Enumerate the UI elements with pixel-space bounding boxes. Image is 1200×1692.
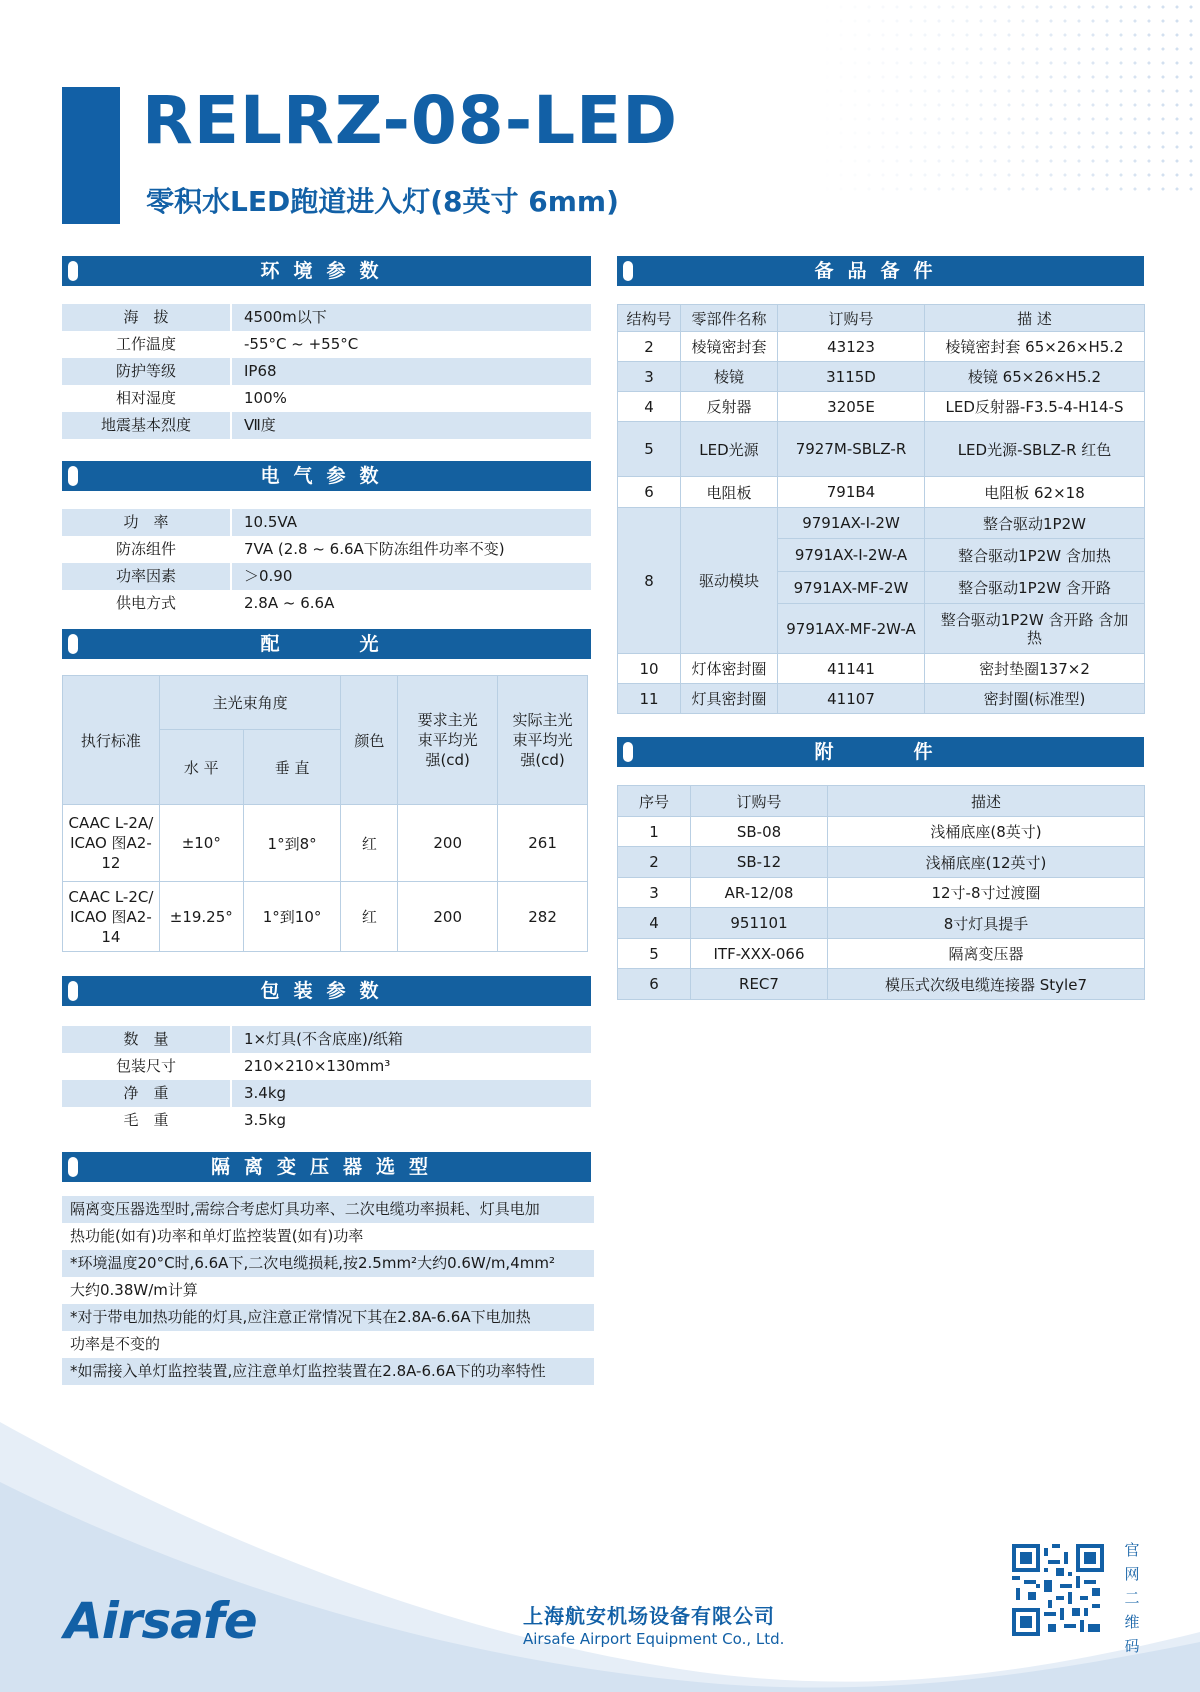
param-name: 功 率	[62, 509, 232, 536]
cell-order: 41141	[778, 654, 925, 684]
cell-desc: 整合驱动1P2W 含加热	[925, 539, 1145, 572]
table-row	[618, 332, 1145, 362]
table-row	[618, 422, 1145, 477]
section-header-packaging	[62, 976, 591, 1006]
param-value: IP68	[244, 362, 277, 380]
cell-no: 5	[618, 939, 691, 969]
section-header-photometric	[62, 629, 591, 659]
col-header-color: 颜色	[341, 676, 398, 805]
cell-order: 951101	[691, 908, 828, 939]
table-row	[618, 684, 1145, 714]
note-line: 大约0.38W/m计算	[70, 1281, 198, 1299]
section-pill-icon	[623, 261, 633, 281]
product-model: RELRZ-08-LED	[142, 82, 679, 159]
table-row	[618, 392, 1145, 422]
section-pill-icon	[68, 1157, 78, 1177]
cell-no: 2	[618, 332, 681, 362]
company-name-en: Airsafe Airport Equipment Co., Ltd.	[523, 1630, 785, 1648]
title-accent-bar	[62, 87, 120, 224]
cell-order: 9791AX-I-2W	[778, 508, 925, 539]
col-header-required: 要求主光束平均光强(cd)	[398, 676, 498, 805]
table-row	[618, 477, 1145, 508]
cell-desc: LED光源-SBLZ-R 红色	[925, 422, 1145, 477]
param-value: 10.5VA	[244, 513, 297, 531]
cell-desc: 整合驱动1P2W 含开路 含加热	[925, 604, 1145, 654]
decorative-dot-pattern	[820, 0, 1200, 200]
section-title: 环境参数	[260, 260, 393, 282]
table-row	[618, 908, 1145, 939]
table-row	[618, 508, 1145, 539]
cell-vertical: 1°到10°	[243, 882, 341, 952]
table-row	[63, 882, 588, 952]
col-header-order: 订购号	[691, 786, 828, 817]
cell-color: 红	[341, 882, 398, 952]
section-header-accessories	[617, 737, 1144, 767]
cell-order: 7927M-SBLZ-R	[778, 422, 925, 477]
param-value: 2.8A ~ 6.6A	[244, 594, 335, 612]
electrical-table	[62, 509, 591, 617]
section-title: 备品备件	[814, 260, 947, 282]
col-header-no: 序号	[618, 786, 691, 817]
table-row	[62, 304, 591, 331]
cell-name: 棱镜密封套	[681, 332, 778, 362]
cell-order: 9791AX-MF-2W	[778, 572, 925, 604]
section-pill-icon	[623, 742, 633, 762]
param-name: 地震基本烈度	[62, 412, 232, 439]
cell-no: 10	[618, 654, 681, 684]
cell-order: 9791AX-I-2W-A	[778, 539, 925, 572]
param-value: 7VA (2.8 ~ 6.6A下防冻组件功率不变)	[244, 540, 505, 558]
table-row	[62, 509, 591, 536]
cell-order: SB-12	[691, 847, 828, 878]
col-header-vertical: 垂 直	[243, 730, 341, 805]
table-row	[62, 1080, 591, 1107]
transformer-notes	[62, 1196, 594, 1385]
cell-no: 2	[618, 847, 691, 878]
table-row	[618, 362, 1145, 392]
table-row	[618, 654, 1145, 684]
param-name: 工作温度	[62, 331, 232, 358]
cell-actual: 261	[498, 805, 588, 882]
section-title: 配 光	[260, 633, 393, 655]
note-line: *如需接入单灯监控装置,应注意单灯监控装置在2.8A-6.6A下的功率特性	[62, 1358, 594, 1385]
cell-desc: 浅桶底座(8英寸)	[828, 817, 1145, 847]
cell-standard: CAAC L-2C/ ICAO 图A2-14	[63, 882, 160, 952]
qr-code-label: 官网二维码	[1124, 1541, 1140, 1655]
cell-desc: 8寸灯具提手	[828, 908, 1145, 939]
cell-order: 9791AX-MF-2W-A	[778, 604, 925, 654]
cell-desc: 棱镜 65×26×H5.2	[925, 362, 1145, 392]
param-name: 海 拔	[62, 304, 232, 331]
cell-no: 6	[618, 969, 691, 1000]
cell-name: 灯具密封圈	[681, 684, 778, 714]
table-row	[62, 358, 591, 385]
table-row	[618, 878, 1145, 908]
table-header-row	[618, 786, 1145, 817]
cell-required: 200	[398, 805, 498, 882]
cell-desc: 密封圈(标准型)	[925, 684, 1145, 714]
param-name: 防护等级	[62, 358, 232, 385]
table-row	[62, 1026, 591, 1053]
section-title: 包装参数	[260, 980, 393, 1002]
table-row	[618, 939, 1145, 969]
param-name: 包装尺寸	[62, 1053, 232, 1080]
param-value: 3.4kg	[244, 1084, 287, 1102]
cell-required: 200	[398, 882, 498, 952]
qr-code-icon	[1008, 1540, 1108, 1640]
param-value: 1×灯具(不含底座)/纸箱	[244, 1030, 403, 1048]
spares-table	[617, 304, 1145, 714]
param-name: 毛 重	[62, 1107, 232, 1134]
cell-name: 棱镜	[681, 362, 778, 392]
table-row	[62, 412, 591, 439]
param-name: 相对湿度	[62, 385, 232, 412]
cell-name: 驱动模块	[681, 508, 778, 654]
cell-vertical: 1°到8°	[243, 805, 341, 882]
param-value: 210×210×130mm³	[244, 1057, 391, 1075]
table-row	[62, 536, 591, 563]
section-header-spares	[617, 256, 1144, 286]
col-header-order: 订购号	[778, 305, 925, 332]
note-line: 功率是不变的	[70, 1335, 161, 1353]
param-name: 供电方式	[62, 590, 232, 617]
cell-order: ITF-XXX-066	[691, 939, 828, 969]
col-header-no: 结构号	[618, 305, 681, 332]
product-subtitle: 零积水LED跑道进入灯(8英寸 6mm)	[146, 185, 619, 218]
table-row	[618, 969, 1145, 1000]
param-value: 100%	[244, 389, 287, 407]
cell-name: 灯体密封圈	[681, 654, 778, 684]
table-header-row	[63, 676, 588, 730]
cell-no: 4	[618, 392, 681, 422]
table-row	[62, 385, 591, 412]
table-row	[62, 563, 591, 590]
param-value: Ⅶ度	[244, 416, 276, 434]
cell-no: 11	[618, 684, 681, 714]
param-value: 3.5kg	[244, 1111, 287, 1129]
note-line: 热功能(如有)功率和单灯监控装置(如有)功率	[70, 1227, 364, 1245]
cell-order: 43123	[778, 332, 925, 362]
section-pill-icon	[68, 466, 78, 486]
table-header-row	[618, 305, 1145, 332]
environment-table	[62, 304, 591, 439]
section-title: 附 件	[814, 741, 947, 763]
cell-order: 41107	[778, 684, 925, 714]
param-name: 净 重	[62, 1080, 232, 1107]
note-line: *对于带电加热功能的灯具,应注意正常情况下其在2.8A-6.6A下电加热	[62, 1304, 594, 1331]
note-line: 隔离变压器选型时,需综合考虑灯具功率、二次电缆功率损耗、灯具电加	[62, 1196, 594, 1223]
cell-horizontal: ±19.25°	[159, 882, 243, 952]
cell-no: 3	[618, 878, 691, 908]
param-name: 功率因素	[62, 563, 232, 590]
table-row	[62, 1053, 591, 1080]
param-value: 4500m以下	[244, 308, 327, 326]
col-header-actual: 实际主光束平均光强(cd)	[498, 676, 588, 805]
qr-code-graphic	[1012, 1544, 1104, 1636]
note-line: *环境温度20°C时,6.6A下,二次电缆损耗,按2.5mm²大约0.6W/m,4mm²	[62, 1250, 594, 1277]
col-header-horizontal: 水 平	[159, 730, 243, 805]
cell-desc: 电阻板 62×18	[925, 477, 1145, 508]
cell-no: 8	[618, 508, 681, 654]
param-value: -55°C ~ +55°C	[244, 335, 359, 353]
cell-standard: CAAC L-2A/ ICAO 图A2-12	[63, 805, 160, 882]
cell-no: 4	[618, 908, 691, 939]
cell-desc: 12寸-8寸过渡圈	[828, 878, 1145, 908]
section-pill-icon	[68, 981, 78, 1001]
cell-no: 6	[618, 477, 681, 508]
section-title: 电气参数	[260, 465, 393, 487]
param-value: ＞0.90	[244, 567, 293, 585]
packaging-table	[62, 1026, 591, 1134]
cell-name: 反射器	[681, 392, 778, 422]
cell-desc: LED反射器-F3.5-4-H14-S	[925, 392, 1145, 422]
cell-no: 3	[618, 362, 681, 392]
section-pill-icon	[68, 261, 78, 281]
cell-desc: 模压式次级电缆连接器 Style7	[828, 969, 1145, 1000]
accessories-table	[617, 785, 1145, 1000]
col-header-name: 零部件名称	[681, 305, 778, 332]
param-name: 数 量	[62, 1026, 232, 1053]
cell-order: REC7	[691, 969, 828, 1000]
col-header-beam: 主光束角度	[159, 676, 341, 730]
table-row	[62, 1107, 591, 1134]
table-row	[618, 817, 1145, 847]
col-header-desc: 描述	[828, 786, 1145, 817]
cell-order: 791B4	[778, 477, 925, 508]
cell-name: 电阻板	[681, 477, 778, 508]
airsafe-logo: Airsafe	[64, 1592, 257, 1650]
param-name: 防冻组件	[62, 536, 232, 563]
cell-order: 3115D	[778, 362, 925, 392]
section-header-electrical	[62, 461, 591, 491]
col-header-desc: 描 述	[925, 305, 1145, 332]
table-row	[62, 331, 591, 358]
section-title: 隔离变压器选型	[210, 1156, 442, 1178]
cell-desc: 浅桶底座(12英寸)	[828, 847, 1145, 878]
cell-desc: 密封垫圈137×2	[925, 654, 1145, 684]
cell-desc: 隔离变压器	[828, 939, 1145, 969]
cell-desc: 棱镜密封套 65×26×H5.2	[925, 332, 1145, 362]
table-row	[63, 805, 588, 882]
cell-actual: 282	[498, 882, 588, 952]
cell-desc: 整合驱动1P2W 含开路	[925, 572, 1145, 604]
cell-no: 1	[618, 817, 691, 847]
cell-color: 红	[341, 805, 398, 882]
cell-order: AR-12/08	[691, 878, 828, 908]
col-header-standard: 执行标准	[63, 676, 160, 805]
cell-no: 5	[618, 422, 681, 477]
section-header-transformer	[62, 1152, 591, 1182]
cell-order: 3205E	[778, 392, 925, 422]
table-row	[618, 847, 1145, 878]
company-name-cn: 上海航安机场设备有限公司	[523, 1604, 775, 1628]
table-row	[62, 590, 591, 617]
cell-horizontal: ±10°	[159, 805, 243, 882]
section-header-environment	[62, 256, 591, 286]
cell-name: LED光源	[681, 422, 778, 477]
cell-desc: 整合驱动1P2W	[925, 508, 1145, 539]
section-pill-icon	[68, 634, 78, 654]
photometric-table	[62, 675, 588, 952]
cell-order: SB-08	[691, 817, 828, 847]
